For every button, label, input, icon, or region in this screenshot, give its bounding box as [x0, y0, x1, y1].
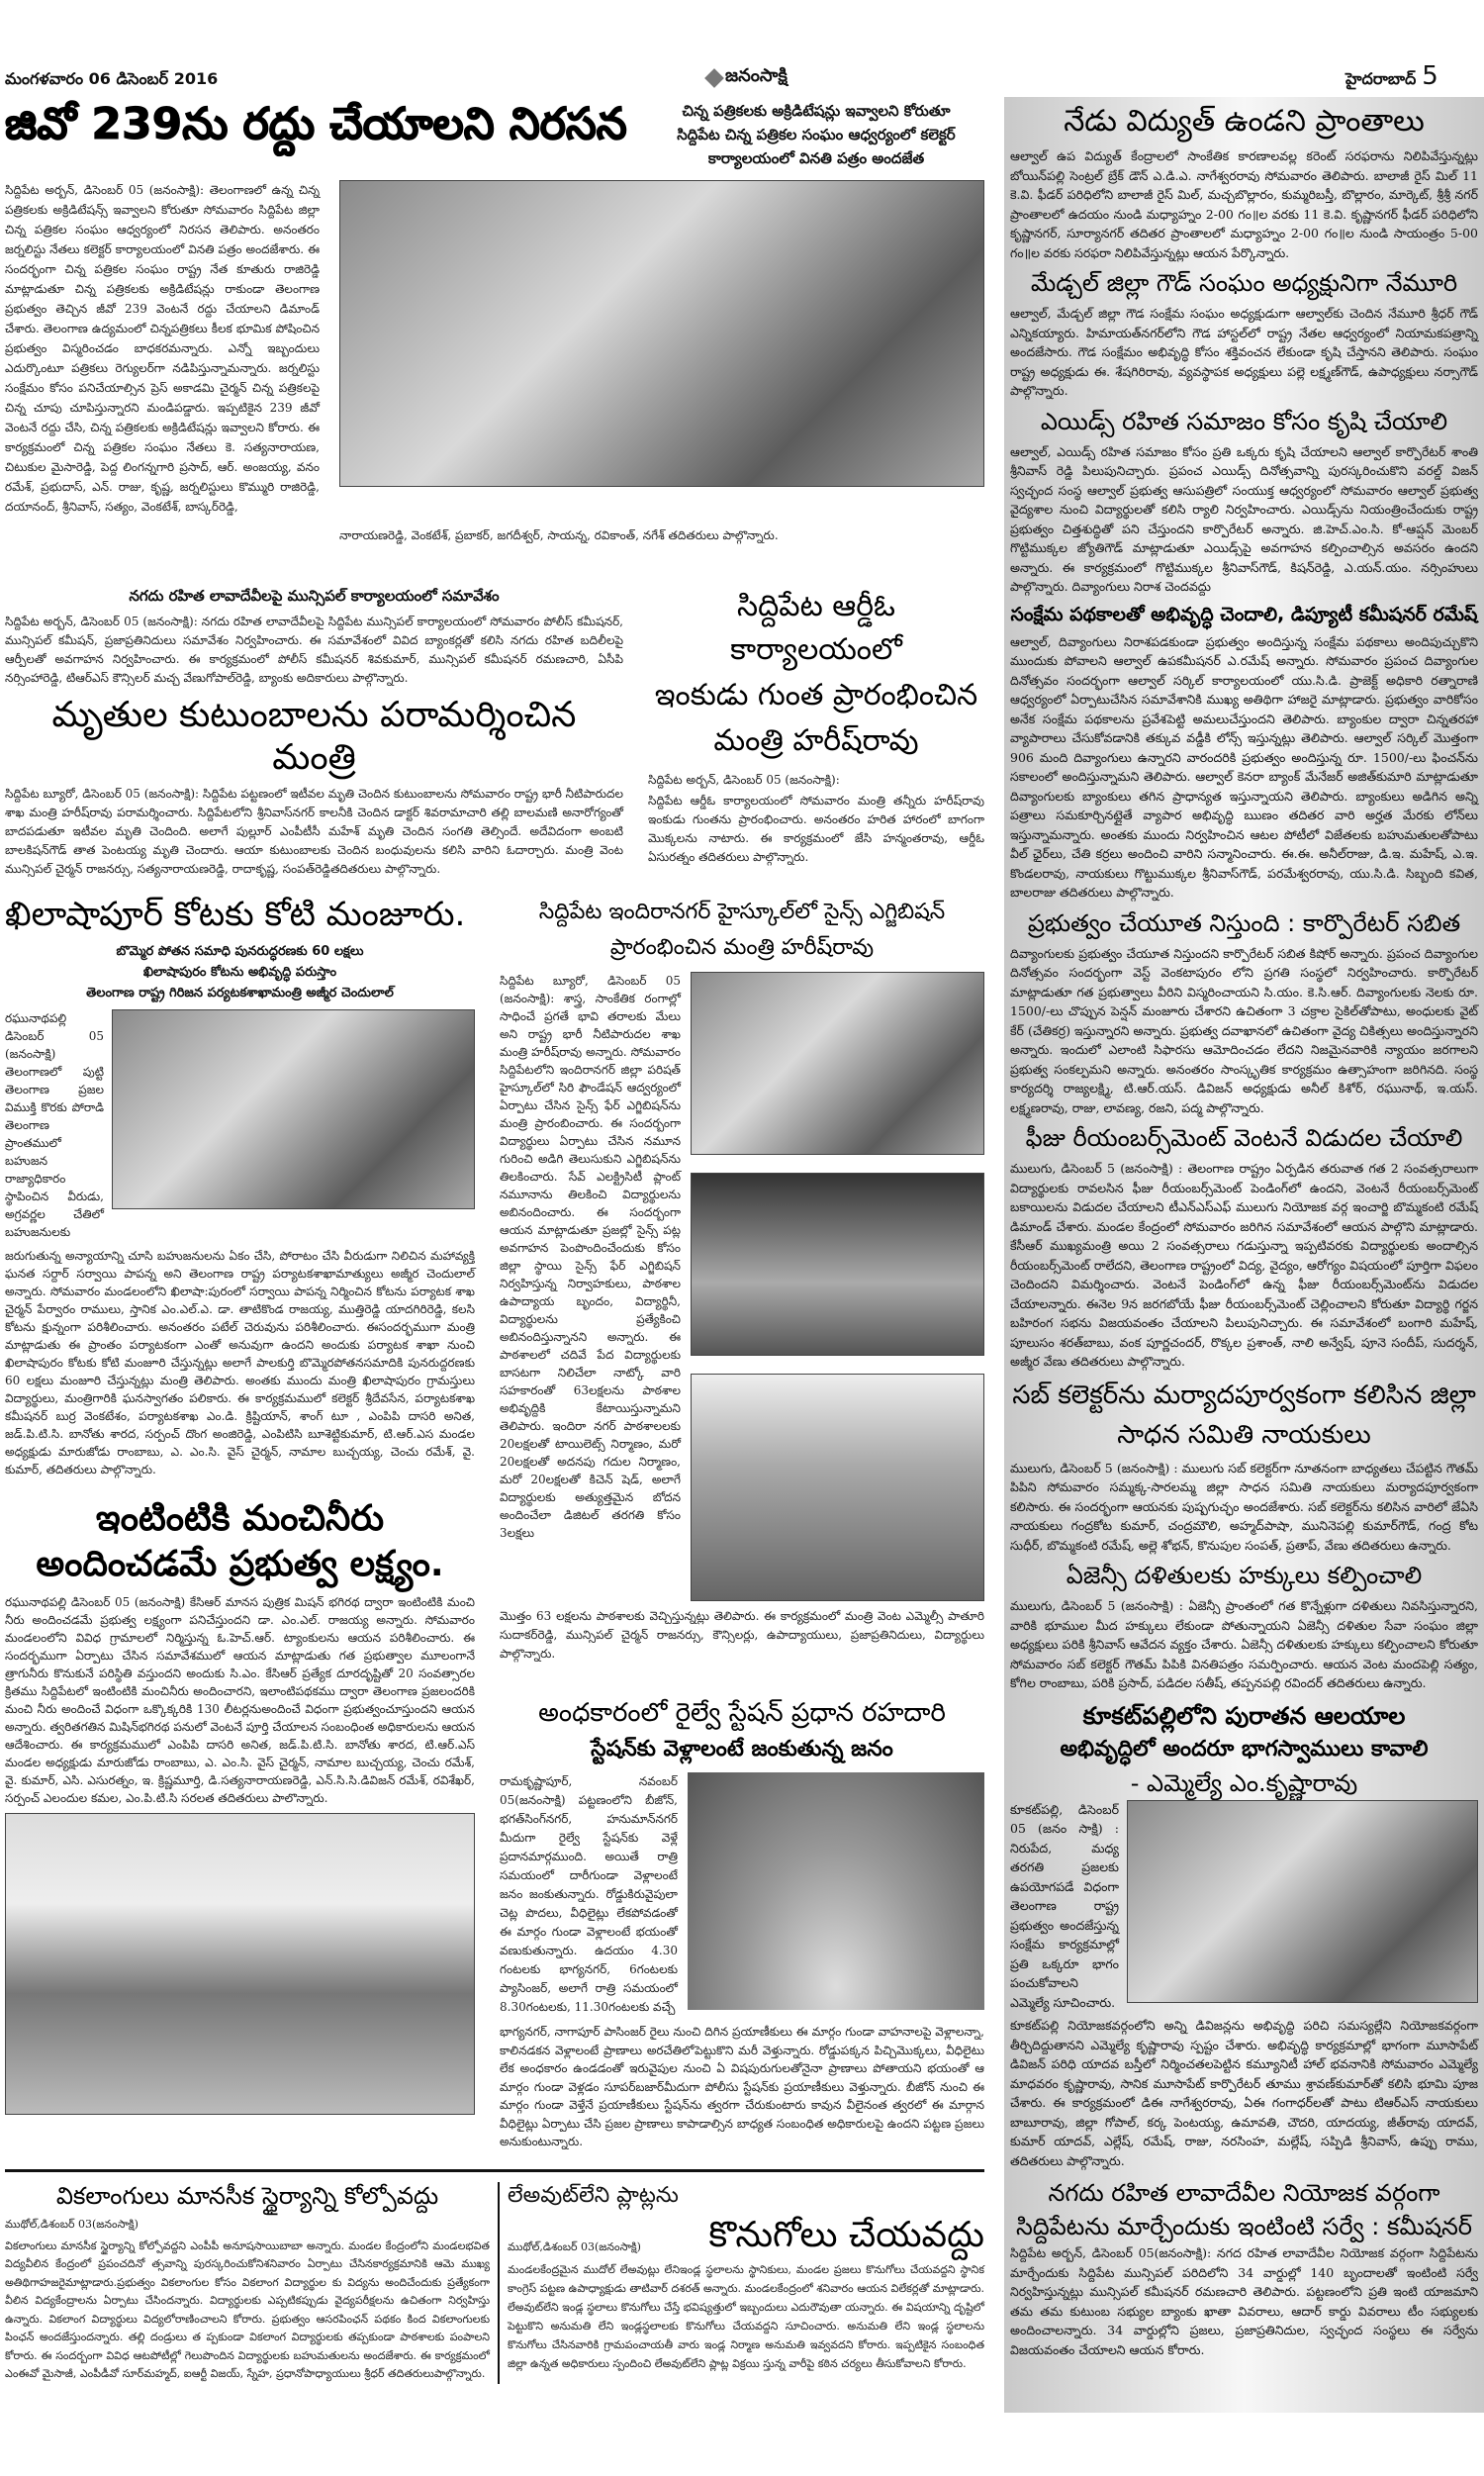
a6-headline-line: అందించడమే ప్రభుత్వ లక్ష్యం.: [36, 1544, 444, 1585]
a9-body: వికలాంగులు మానసీక స్థైర్యాన్ని కోల్పోవద్దని ఎంపీపీ అనూషసాయిబాబా అన్నారు. మండల కేంద్రంలోని మండలభవిత విద్యవీలిన కేంద్రంలో ప్రపంచదినో త్సవాన్ని పురస్కరించుకోనిశనివారం ఏర్పాటు చేసినకార్యక్రమానికి ఆమె ముఖ్య అతిథిగాహజరైమాట్లాడారు.ప్రభుత్వం వికలాంగుల కోసం వికలాంగ విద్యార్థుల కు విద్యను అందిచేందుకు ప్రత్యేకంగా వీలిన విద్యకేంద్రాలను ఏర్పాటు చేసిందన్నారు. విద్యార్థులకు ఎప్పటికప్పుడు వైద్యపరీక్షలను ఉచితంగా నిర్వహిస్తు ఉన్నారు. వికలాంగ విద్యార్థులు విద్యలోరాణించాలని కోరారు. ప్రభుత్వం ఆసరపింఛన్ పథకం కింద వికలాంగులకు పింఛన్ అందజేస్తుందన్నారు. తల్లి దండ్రులు త ప్పకుండా వికలాంగ విద్యార్థులకు తప్పకుండా పాఠశాలకు పంపాలని కోరారు. ఈ సందర్బంగా వివిధ ఆటపోటీల్లో గెలుపొందిన విద్యార్థులకు బహుమతులను అందజేశారు. ఈ కార్యక్రమంలో ఎంఈవో మైసాజీ, ఎంపీడీవో సూర్‌మహ్మద్, ఐఆర్టీ విజయ్, స్నేహ, ప్రధానోపాధ్యాయులు శ్రీధర్ తదితరులుపాల్గొన్నారు.: [5, 2238, 490, 2381]
a7-photo-2: [691, 1173, 984, 1356]
r4-body: ఆల్వాల్, దివ్యాంగులు నిరాశపడకుండా ప్రభుత్వం అందిస్తున్న సంక్షేమ పథకాలు అందిపుచ్చుకొని ముందుకు పోవాలని ఆల్వాల్ ఉపకమీషనర్ ఎ.రమేష్ అన్నారు. సోమవారం ప్రపంచ దివ్యాంగుల దినోత్సవం సందర్భంగా ఆల్వాల్ సర్కిల్ కార్యాలయంలో యు.సి.డి. ప్రాజెక్ట్ అధికారి రత్నారాణి ఆధ్వర్యంలో ఏర్పాటుచేసిన సమావేశానికి ముఖ్య అతిథిగా హాజరై మాట్లాడారు. ప్రభుత్వం వారికోసం అనేక సంక్షేమ పథకాలను ప్రవేశపెట్టి అమలుచేస్తుందని తెలిపారు. బ్యాంకుల ద్వారా చిన్నతరహా వ్యాపారాలు చేసుకోవడానికి తక్కువ వడ్డీకి లోన్స్ ఇస్తున్నట్లు తెలిపారు. ఆల్వాల్ సర్కిల్ మొత్తంగా 906 మంది దివ్యాంగులు ఉన్నారని వారందరికి ప్రభుత్వం అందిస్తున్న రూ. 1500/-లు ఫించన్‌ను సకాలంలో అందిస్తున్నామని తెలిపారు. ఆల్వాల్ కెనరా బ్యాంక్ మేనేజర్ అజిత్‌కుమారి మాట్లాడుతూ దివ్యాంగులకు బ్యాంకులు తగిన ప్రాధాన్యత ఇస్తున్నాయని తెలిపారు. బ్యాంకులు అడిగిన అన్ని పత్రాలు సమకూర్చినట్లైతే వ్యాపార అభివృద్ధి ఋణం తదితర వారి అర్హత మేరకు లోన్‌లు ఇస్తున్నామన్నారు. అంతకు ముందు నిర్వహించిన ఆటల పోటీలో విజేతలకు బహుమతులతోపాటు వీల్ ఛైర్‌లు, చేతి కర్రలు అందించి వారిని సన్మానించారు. ఈ.ఈ. అనీల్‌రాజు, డి.ఇ. మహేష్, ఎ.ఇ. కొండలరావు, నాయకులు గొట్టుముక్కల శ్రీనివాస్‌గౌడ్, పరమేశ్వరరావు, యు.సి.డి. సిబ్బంది కవిత, బాలరాజు తదితరులు పాల్గొన్నారు.: [1010, 633, 1478, 900]
r6-headline: ఫీజు రీయంబర్స్‌మెంట్ వెంటనే విడుదల చేయాలి: [1025, 1124, 1463, 1152]
a1-body: సిద్దిపేట అర్బన్, డిసెంబర్ 05 (జనంసాక్షి): తెలంగాణలో ఉన్న చిన్న పత్రికలకు అక్రిడిటేషన్స్ ఇవ్వాలని కోరుతూ సోమవారం సిద్దిపేట జిల్లా చిన్న పత్రికల సంఘం ఆధ్వర్యంలో నిరసన తెలిపారు. అనంతరం జర్నలిస్టు నేతలు కలెక్టర్ కార్యాలయంలో వినతి పత్రం అందజేశారు. ఈ సందర్భంగా చిన్న పత్రికల సంఘం రాష్ట్ర నేత కూతురు రాజిరెడ్డి మాట్లాడుతూ చిన్న పత్రికలకు అక్రిడిటేషన్లు రాకుండా తెలంగాణ ప్రభుత్వం తెచ్చిన జీవో 239 వెంటనే రద్దు చేయాలని డిమాండ్ చేశారు. తెలంగాణ ఉద్యమంలో చిన్నపత్రికలు కీలక భూమిక పోషించిన ప్రభుత్వం విస్మరించడం బాధకరమన్నారు. ఎన్నో ఇబ్బందులు ఎదుర్కొంటూ పత్రికలు రెగ్యులర్‌గా నడిపిస్తున్నామన్నారు. జర్నలిస్టు సంక్షేమం కోసం పనిచేయాల్సిన ప్రెస్ అకాడమి చైర్మన్ చిన్న పత్రికలపై చిన్న చూపు చూపిస్తున్నారని మండిపడ్డారు. ఇప్పటికైన 239 జీవో వెంటనే రద్దు చేసి, చిన్న పత్రికలకు అక్రిడిటేషన్లు ఇవ్వాలని కోరారు. ఈ కార్యక్రమంలో చిన్న పత్రికల సంఘం నేతలు కె. సత్యనారాయణ, చిటుకుల మైసారెడ్డి, పెద్ద లింగన్నగారి ప్రసాద్, ఆర్. అంజయ్య, వనం రమేశ్, ప్రభుదాస్, ఎన్. రాజు, కృష్ణ, జర్నలిస్టులు కొమ్మురి రాజిరెడ్డి, దయానంద్, శ్రీనివాస్, సత్యం, వెంకటేశ్, బాస్కర్‌రెడ్డి,: [5, 183, 320, 514]
r7-body: ములుగు, డిసెంబర్ 5 (జనంసాక్షి) : ములుగు సబ్ కలెక్టర్‌గా నూతనంగా బాధ్యతలు చేపట్టిన గౌతమ్ పిపిని సోమవారం సమ్మక్క-సారలమ్మ జిల్లా సాధన సమితి నాయకులు మర్యాదపూర్వకంగా కలిసారు. ఈ సందర్భంగా ఆయనకు పుష్పగుచ్ఛం అందజేశారు. సబ్ కలెక్టర్‌ను కలిసిన వారిలో జేఏసి నాయకులు గంద్రకోట కుమార్, చంద్రమౌలి, అహ్మద్‌పాషా, మునినెపల్లి కుమార్‌గౌడ్, గంద్ర కోట సుధీర్, బొమ్మకంటి రమేష్, అల్లె శోభన్, కొనుపుల సంపత్, ప్రతాప్, వేణు తదితరులు ఉన్నారు.: [1010, 1460, 1478, 1553]
r10-headline-line: నగదు రహిత లావాదేవీల నియోజక వర్గంగా: [1048, 2179, 1440, 2207]
a4-dateline: సిద్దిపేట అర్బన్, డిసెంబర్ 05 (జనంసాక్షి):: [648, 773, 840, 787]
a5-subheads: [5, 941, 475, 1003]
r10-headline-line: సిద్దిపేటను మార్చేందుకు ఇంటింటి సర్వే : కమీషనర్: [1015, 2213, 1473, 2240]
a1-head-row: [5, 99, 984, 170]
r9-body: కూకట్‌పల్లి నియోజకవర్గంలోని అన్ని డివిజన్లను అభివృద్ధి పరిచి సమస్యల్లేని నియోజకవర్గంగా తీర్చిదిద్దుతానని ఎమ్మెల్యే కృష్ణారావు స్పష్టం చేశారు. అభివృద్ధి కార్యక్రమాల్లో భాగంగా మూసాపేట్ డివిజన్ పరిధి యాదవ బస్తీలో నిర్మించతలపెట్టిన కమ్యూనిటీ హాల్ భవనానికి సోమవారం ఎమ్మెల్యే మాధవరం కృష్ణారావు, సానిక మూసాపేట్ కార్పొరేటర్ తూము శ్రావణ్‌కుమార్‌తో కలిసి భూమి పూజ చేశారు. ఈ కార్యక్రమంలో డిఈ నాగేశ్వరరావు, ఏఈ గంగాధర్‌లతో పాటు టిఆర్ఎస్ నాయకులు బాబూరావు, జిల్లా గోపాల్, కర్క పెంటయ్య, ఉమావతి, చౌదరి, యాదయ్య, జీత్‌రావు యాదవ్, కుమార్ యాదవ్, ఎల్లేష్, రమేష్, రాజు, నరసింహ, మల్లేష్, సప్పిడి శ్రీనివాస్, ఉప్పు రాము, తదితరులు పాల్గొన్నారు.: [1010, 2018, 1478, 2168]
a8-headline-line: అంధకారంలో రైల్వే స్టేషన్ ప్రధాన రహదారి: [538, 1698, 946, 1729]
section-divider: [5, 2169, 984, 2172]
a9-col: [5, 2182, 490, 2384]
r3-body: ఆల్వాల్, ఎయిడ్స్ రహిత సమాజం కోసం ప్రతి ఒక్కరు కృషి చేయాలని ఆల్వాల్ కార్పొరేటర్ శాంతి శ్రీనివాస్ రెడ్డి పిలుపునిచ్చారు. ప్రపంచ ఎయిడ్స్ దినోత్సవాన్ని పురస్కరించుకొని వరల్డ్ విజన్ స్వచ్ఛంద సంస్థ ఆల్వాల్ ప్రభుత్వ ఆసుపత్రిలో సంయుక్త ఆధ్వర్యంలో సోమవారం ఆల్వాల్ ప్రభుత్వ వైద్యశాల నుంచి విద్యార్థులతో కలిసి ర్యాలి నిర్వహించారు. ఎయిడ్స్‌ను నియంత్రించేందుకు రాష్ట్ర ప్రభుత్వం చిత్తశుద్ధితో పని చేస్తుందని కార్పొరేటర్ అన్నారు. జి.హెచ్.ఎం.సి. కో-ఆప్షన్ మెంబర్ గొట్టిముక్కల జ్యోతిగౌడ్ మాట్లాడుతూ ఎయిడ్స్‌పై అవగాహన కల్పించాల్సిన అవసరం ఉందని అన్నారు. ఈ కార్యక్రమంలో గొట్టిముక్కల శ్రీనివాస్‌గౌడ్, కిషన్‌రెడ్డి, ఎ.యన్.యం. నర్సింహులు పాల్గొన్నారు. దివ్యాంగులు నిరాశ చెందవద్దు: [1010, 443, 1478, 594]
r5-body: దివ్యాంగులకు ప్రభుత్వం చేయూత నిస్తుందని కార్పొరేటర్ సబిత కిషోర్ అన్నారు. ప్రపంచ దివ్యాంగుల దినోత్సవం సందర్భంగా వెస్ట్ వెంకటాపురం లోని ప్రగతి సంస్థలో నిర్వహించారు. కార్పొరేటర్ మాట్లాడుతూ గత ప్రభుత్వాలు వీరిని విస్మరించాయని సి.యం. కె.సి.ఆర్. దివ్యాంగులకు నెలకు రూ. 1500/-లు చొప్పున పెన్షన్ మంజూరు చేశారని ఉచితంగా 3 చక్రాల సైకిల్‌తోపాటు, అంధులకు వైట్ కేర్ (చేతికర్ర) ఇస్తున్నారని అన్నారు. ప్రభుత్వ దవాఖానలో ఉచితంగా వైద్య చికిత్సలు అందిస్తున్నారని అన్నారు. ఇందులో ఎలాంటి సిఫారసు ఆమోదించడం లేదని నిజమైనవారికి న్యాయం జరగాలని ప్రభుత్వ సంకల్పమని అన్నారు. అనంతరం సాంస్కృతిక కార్యక్రమం ఉత్సాహంగా జరిగినది. సంస్థ కార్యదర్శి రాజ్యలక్ష్మి, టి.ఆర్.యస్. డివిజన్ అధ్యక్షుడు అనీల్ కిశోర్, రఘునాథ్, ఇ.యస్. లక్ష్మణరావు, రాజు, లావణ్య, రజని, పద్మ పాల్గొన్నారు.: [1010, 945, 1478, 1115]
a9-headline: వికలాంగులు మానసీక స్థైర్యాన్ని కోల్పోవద్దు: [55, 2181, 439, 2210]
column-divider: [498, 2182, 500, 2384]
a10-headline: కొనుగోలు చేయవద్దు: [708, 2214, 984, 2255]
r9-headline: [1004, 1693, 1484, 1800]
r10-headline: [1004, 2170, 1484, 2243]
a5-a6-col: [5, 895, 475, 2115]
a10-col: [508, 2182, 984, 2384]
a4-headline-line: ఇంకుడు గుంత ప్రారంభించిన: [654, 678, 978, 713]
a8-body: రామకృష్ణాపూర్, నవంబర్ 05(జనంసాక్షి) పట్టణంలోని బీజోన్, భగత్‌సింగ్‌నగర్, హనుమాన్‌నగర్ మీదుగా రైల్వే స్టేషన్‌కు వెళ్లే ప్రదానమార్గముంది. అయితే రాత్రి సమయంలో దారీగుండా వెళ్లాలంటే జనం జంకుతున్నారు. రోడ్డుకిరువైపులా చెట్ల పొదలు, వీధిలైట్లు లేకపోవడంతో ఈ మార్గం గుండా వెళ్లాలంటే భయంతో వణుకుతున్నారు. ఉదయం 4.30 గంటలకు భాగ్యనగర్, 6గంటలకు ప్యాసింజర్, అలాగే రాత్రి సమయంలో 8.30గంటలకు, 11.30గంటలకు వచ్చే: [500, 1774, 678, 2015]
a5-sub: తెలంగాణ రాష్ట్ర గిరిజన పర్యటకశాఖామంత్రి అజ్మీర చెందులాల్: [86, 986, 394, 1001]
a5-lead: రఘునాథపల్లి డిసెంబర్ 05 (జనంసాక్షి) తెలంగాణలో పుట్టి తెలంగాణ ప్రజల విముక్తి కొరకు పోరాడి తెలంగాణ ప్రాంతములో బహుజన రాజ్యాధికారం స్థాపించిన వీరుడు, అగ్రవర్ణల చేతిలో బహుజనులకు: [5, 1011, 104, 1240]
a9-dateline: ముథోల్,డిశంబర్ 03(జనంసాక్షి): [5, 2217, 139, 2231]
a10-body: మండలకేంద్రమైన ముదోల్ లేఅవుట్లు లేనిఇండ్ల స్థలాలను స్థానికులు, మండల ప్రజలు కొనుగోలు చేయవద్దని స్థానిక కాంగ్రెస్ పట్టణ ఉపాధ్యాక్షుడు తాటివార్ దశరత్ అన్నారు. మండలకేంద్రంలో శనివారం ఆయన విలేకర్లతో మాట్లాడారు. లేఅవుట్‌లేని ఇండ్ల స్థలాలు కొనుగోలు చేస్తే భవిష్యత్తులో ఇబ్బందులు ఎదురౌవుతా యన్నారు. ఈ విషయాన్ని దృష్టిలో పెట్టుకొని అనుమతి లేని ఇండ్లస్థలాలకు కొనుగోలు చేయవద్దని సూచించారు. అనుమతి లేని ఇండ్ల స్థలాలను కొనుగోలు చేసినవారికి గ్రామపంచాయతీ వారు ఇండ్ల నిర్మాణ అనుమతి ఇవ్వవదని కోరారు. ఇప్పటికైన సంబంధిత జిల్లా ఉన్నత అధికారులు స్పందించి లేఅవుట్‌లేని ప్లాట్ల విక్రయి స్తున్న వారీపై కఠిన చర్యలు తీసుకోవాలని కోరారు.: [508, 2263, 984, 2371]
masthead-date: మంగళవారం 06 డిసెంబర్ 2016: [5, 69, 219, 88]
a5-lead-row: [5, 1009, 475, 1241]
a7-a8-col: [500, 895, 984, 2151]
a5-a8-row: [5, 895, 984, 2151]
a3-headline: మృతుల కుటుంబాలను పరామర్శించిన మంత్రి: [51, 695, 577, 779]
r1-body: ఆల్వాల్ ఉప విద్యుత్ కేంద్రాలలో సాంకేతిక కారణాలవల్ల కరెంట్ సరఫరాను నిలిపివేస్తున్నట్లు బోయిన్‌పల్లి సెంట్రల్ బ్రేక్ డౌన్ ఎ.డి.ఎ. నాగేశ్వరరావు సోమవారం తెలిపారు. బాలాజీ రైస్ మిల్ 11 కె.వి. ఫీడర్ పరిధిలోని బాలాజీ రైస్ మిల్, మచ్చబొల్లారం, కుమ్మరిబస్తీ, బొల్లారం, మార్కెట్, శ్రీశ్రీ నగర్ ప్రాంతాలలో ఉదయం నుండి మధ్యాహ్నం 2-00 గం॥ల వరకు 11 కె.వి. కృష్ణానగర్ ఫీడర్ పరిధిలోని కృష్ణానగర్, సూర్యానగర్ తదితర ప్రాంతాలలో మధ్యాహ్నం 2-00 గం॥ల నుండి సాయంత్రం 5-00 గం॥ల వరకు సరఫరా నిలిపివేస్తున్నట్లు ఆయన పేర్కొన్నారు.: [1010, 148, 1478, 260]
a6-photo: [5, 1813, 475, 2115]
a3-body: సిద్దిపేట బ్యూరో, డిసెంబర్ 05 (జనంసాక్షి): సిద్దిపేట పట్టణంలో ఇటీవల మృతి చెందిన కుటుంబాలను సోమవారం రాష్ట్ర భారీ నీటిపారుదల శాఖ మంత్రి హరీష్‌రావు పరామర్శించారు. సిద్దిపేటలోని శ్రీనివాస్‌నగర్ కాలనీకి చెందిన డాక్టర్ శివరామాచారి తల్లి బాలమణి అనారోగ్యంతో బాదపడుతూ ఇటీవల మృతి చెందింది. అలాగే పుల్లూర్ ఎంపీటీసీ మహేశ్ మృతి చెందిన సంగతి తెల్సిందే. అదేవిదంగా అంబటి బాలకిషన్‌గౌడ్ తాత పెంటయ్య మృతి చెందారు. ఆయా కుటుంబాలకు చెందిన బంధువులను కలిసి వారిని ఓదార్చారు. మంత్రి వెంట మున్సిపల్ చైర్మన్ రాజనర్సు, సత్యనారాయణరెడ్డి, రాదాకృష్ణ, సంపత్‌రెడ్డితదితరులు పాల్గొన్నారు.: [5, 787, 623, 877]
a6-headline-line: ఇంటింటికి మంచినీరు: [95, 1498, 385, 1540]
a1-body-row: [5, 180, 984, 517]
a5-headline: ఖిలాషాపూర్ కోటకు కోటి మంజూరు.: [5, 895, 466, 935]
a10-head-row: [508, 2214, 984, 2256]
a5-body: జరుగుతున్న అన్యాయాన్ని చూసి బహుజనులను ఏకం చేసి, పోరాటం చేసి వీరుడుగా నిలిచిన మహావ్యక్తి ఘనత సర్దార్ సర్వాయి పాపన్న అని తెలంగాణ రాష్ట్ర పర్యాటకశాఖామాత్యులు అజ్మీర చెందులాల్ అన్నారు. సోమవారం మండలంలోని ఖిలాషా:పురంలో సర్వాయి పాపన్న నిర్మించిన కోటను పర్యాటక శాఖ చైర్మన్ పేర్వారం రాములు, స్తానిక ఎం.ఎల్.ఎ. డా. తాటికొండ రాజయ్య, ముత్తిరెడ్డి యాదగిరిరెడ్డి, కలసి కోటను క్షున్నంగా పరిశీలించారు. అనంతరం పటేల్ చెరువును పరిశీలించారు. ఈసందర్భముగా మంత్రి మాట్లాడుతు ఈ ప్రాంతం పర్యాటకంగా ఎంతో అనువుగా ఉందని అందుకు పర్యాటక శాఖా నుంచి ఖిలాషాపురం కోటకు కోటి మంజూరి చేస్తున్నట్లు అలాగే పాలకుర్తి బొమ్మెరపోతనసమాదికి పునరుద్దరణకు 60 లక్షలు మంజూరి చేస్తున్నట్లు మంత్రి తెలిపారు. అంతకు ముందు మంత్రి ఖిలాషాపురం గ్రామస్తులు విద్యార్థులు, మంత్రిగారికి ఘనస్వాగతం పలికారు. ఈ కార్యక్రమములో కలెక్టర్ శ్రీదేవసేన, పర్యాటకశాఖ కమీషనర్ బుర్ర వెంకటేశం, పర్యాటకశాఖ ఎం.డి. క్రిష్టియాన్, శాంగ్ టూ , ఎంపిపి దాసరి అనిత, జడ్.పి.టి.సి. బానోతు శారద, సర్పంచ్ దొంగ అంజిరెడ్డి, ఎంపిటిసి బూశెట్టికుమార్, టి.ఆర్.ఎస మండల అధ్యక్షుడు మారుజోడు రాంబాబు, ఎ. ఎం.సి. వైస్ చైర్మన్, నామాల బుచ్చయ్య, చెంచు రమేశ్, వై. కుమార్, తదితరులు పాల్గొన్నారు.: [5, 1249, 475, 1477]
a8-headline-line: స్టేషన్‌కు వెళ్లాలంటే జంకుతున్న జనం: [591, 1737, 893, 1762]
r9-byline: - ఎమ్మెల్యే ఎం.కృష్ణారావు: [1130, 1768, 1358, 1797]
r3-headline: ఎయిడ్స్ రహిత సమాజం కోసం కృషి చేయాలి: [1040, 407, 1448, 435]
r6-body: ములుగు, డిసెంబర్ 5 (జనంసాక్షి) : తెలంగాణ రాష్ట్రం ఏర్పడిన తరువాత గత 2 సంవత్సరాలుగా విద్యార్థులకు రావలసిన ఫీజు రీయంబర్స్‌మెంట్ పెండింగ్‌లో ఉందని, వెంటనే రీయంబర్స్‌మెంట్ బకాయిలను విడుదల చేయాలని టీఎన్ఎస్ఎఫ్ ములుగు నియోజక వర్గ ఇంచార్జి బొమ్మకంటి రమేష్ డిమాండ్ చేశారు. మండల కేంద్రంలో సోమవారం జరిగిన సమావేశంలో ఆయన పాల్గొని మాట్లాడారు. కేసీఆర్ ముఖ్యమంత్రి అయి 2 సంవత్సరాలు గడుస్తున్నా ఇప్పటివరకు విద్యార్థులకు అందాల్సిన రీయంబర్స్‌మెంట్ రాలేదని, తెలంగాణ రాష్ట్రంలో విద్య, వైద్యం, ఆరోగ్యం విషయంలో పూర్తిగా విఫలం చెందిందని విమర్శించారు. వెంటనే పెండింగ్‌లో ఉన్న ఫీజు రీయంబర్స్‌మెంట్‌ను విడుదల చేయాలన్నారు. ఈనెల 9న జరగబోయే ఫీజు రీయంబర్స్‌మెంట్ చెల్లించాలని కోరుతూ విద్యార్థి గర్జన బహిరంగ సభను విజయవంతం చేయాలని పిలుపునిచ్చారు. ఈ సమావేశంలో బంగారి మహేష్, పూలుసం శరత్‌బాబు, వంక పూర్ణచందర్, రొక్కల ప్రశాంత్, నాలి అన్వేష్, పూనె సందీప్, సుదర్శన్, అజ్మీర వేణు తదితరులు పాల్గొన్నారు.: [1010, 1161, 1478, 1369]
a5-sub: ఖిలాషాపురం కోటను అభివృద్ధి పరుస్తాం: [142, 965, 337, 981]
r9-headline-line: కూకట్‌పల్లిలోని పురాతన ఆలయాల: [1082, 1701, 1406, 1730]
a7-body: సిద్దిపేట బ్యూరో, డిసెంబర్ 05 (జనంసాక్షి): శాస్త్ర, సాంకేతిక రంగాల్లో సాధించే ప్రగతే భావి తరాలకు మేలు అని రాష్ట్ర భారీ నీటిపారుదల శాఖ మంత్రి హరీష్‌రావు అన్నారు. సోమవారం సిద్దిపేటలోని ఇందిరానగర్ జిల్లా పరిషత్ హైస్కూల్‌లో సిరి ఫౌండేషన్ ఆద్వర్యంలో ఏర్పాటు చేసిన సైన్స్ ఫేర్ ఎగ్జిబిషన్‌ను మంత్రి ప్రారంబించారు. ఈ సందర్బంగా విద్యార్థులు ఏర్పాటు చేసిన నమూన గురించి అడిగి తెలుసుకుని ఎగ్జిబిషన్‌ను తిలకించారు. సేవ్ ఎలక్ట్రిసిటీ ప్లాంట్ నమూనాను తిలకించి విద్యార్థులను అబినందించారు. ఈ సందర్బంగా ఆయన మాట్లాడుతూ ప్రజల్లో సైన్స్ పట్ల అవగాహన పెంపొందించేందుకు కోసం జిల్లా స్థాయి సైన్స్ ఫేర్ ఎగ్జిబిషన్ నిర్వహిస్తున్న నిర్వాహకులు, పాఠశాల ఉపాద్యాయ బృందం, విద్యార్థినీ, విద్యార్థులను ప్రత్యేకించి అబినందిస్తున్నానని అన్నారు. ఈ పాఠశాలలో చదివే పేద విద్యార్థులకు బాసటగా నిలిచేలా నాట్కో వారి సహకారంతో 63లక్షలను పాఠశాల అభివృద్దికి కేటాయిస్తున్నామని తెలిపారు. ఇందిరా నగర్ పాఠశాలలకు 20లక్షలతో టాయిలెట్స్ నిర్మాణం, మరో 20లక్షలతో అదనపు గదుల నిర్మాణం, మరో 20లక్షలతో కిచెన్ షెడ్, అలాగే విద్యార్థులకు అత్యుత్తమైన బోదన అందించేలా డిజిటల్ తరగతి కోసం 3లక్షలు: [500, 974, 681, 1541]
r2-body: ఆల్వాల్, మేడ్చల్ జిల్లా గౌడ సంక్షేమ సంఘం అధ్యక్షుడుగా ఆల్వాల్‌కు చెందిన నేమూరి శ్రీధర్ గౌడ్ ఎన్నికయ్యారు. హిమాయత్‌నగర్‌లోని గౌడ హాస్టల్‌లో రాష్ట్ర నేతల ఆధ్వర్యంలో నియామకపత్రాన్ని అందజేసారు. గౌడ సంక్షేమం అభివృద్ధి కోసం శక్తివంచన లేకుండా కృషి చేస్తానని తెలిపారు. సంఘం రాష్ట్ర అధ్యక్షుడు ఈ. శేషగిరిరావు, వ్యవస్థాపక అధ్యక్షులు పల్లె లక్ష్మణ్‌గౌడ్, ఉపాధ్యక్షులు నర్సాగౌడ్ పాల్గొన్నారు.: [1010, 306, 1478, 398]
page-number: 5: [1422, 61, 1438, 91]
masthead-city: [1345, 61, 1438, 92]
a7-photos: [691, 972, 984, 1601]
a4-col: [648, 585, 984, 867]
paper-name: జనంసాక్షి: [725, 65, 788, 86]
a2-headline: నగదు రహిత లావాదేవీలపై మున్సిపల్ కార్యాలయంలో సమావేశం: [129, 587, 500, 605]
a7-tail: మొత్తం 63 లక్షలను పాఠశాలకు వెచ్చిస్తున్నట్లు తెలిపారు. ఈ కార్యక్రమంలో మంత్రి వెంట ఎమ్మెల్సీ పాతూరి సుదాకర్‌రెడ్డి, మున్సిపల్ చైర్మన్ రాజనర్సు, కౌన్సిలర్లు, ఉపాద్యాయులు, ప్రజాప్రతినిదులు, విద్యార్థులు పాల్గొన్నారు.: [500, 1609, 984, 1662]
r10-body: సిద్దిపేట అర్బన్, డిసెంబర్ 05(జనంసాక్షి): నగద రహిత లావాదేవీల నియోజక వర్గంగా సిద్దిపేటను మార్చేందుకు సిద్దిపేట మున్సిపల్ పరిదిలోని 34 వార్డుల్లో 140 బృందాలతో ఇంటింటి సర్వే నిర్వహిస్తున్నట్లు మున్సిపల్ కమీషనర్ రమణచారి తెలిపారు. పట్టణంలోని ప్రతి ఇంటి యాజమాని తమ తమ కుటుంబ సభ్యుల బ్యాంకు ఖాతా వివరాలు, ఆదార్ కార్డు వివరాలు టీం సభ్యులకు అందించాలన్నారు. 34 వార్డుల్లోని ప్రజలు, ప్రజాప్రతినిదుల, స్వచ్ఛంద సంస్థలు ఈ సర్వేను విజయవంతం చేయాలని ఆయన కోరారు.: [1010, 2245, 1478, 2357]
a1-photo: [339, 180, 984, 487]
r9-headline-line: అభివృద్ధిలో అందరూ భాగస్వాములు కావాలి: [1060, 1736, 1429, 1762]
a5-sub: బొమ్మెర పోతన సమాధి పునరుద్ధరణకు 60 లక్షలు: [116, 944, 364, 960]
a4-headline-line: మంత్రి హరీష్‌రావు: [713, 723, 919, 758]
a1-sub: సిద్దిపేట చిన్న పత్రికల సంఘం ఆధ్వర్యంలో కలెక్టర్: [677, 126, 956, 143]
logo-icon: [704, 68, 724, 88]
a10-kicker: లేఅవుట్‌లేని ప్లాట్లను: [508, 2182, 679, 2208]
a7-headline-line: ప్రారంభించిన మంత్రి హరీష్‌రావు: [609, 935, 875, 961]
a1-subheads: [648, 99, 984, 170]
r4-headline: సంక్షేమ పథకాలతో అభివృద్ధి చెందాలి, డిప్యూటీ కమీషనర్ రమేష్: [1010, 603, 1478, 625]
a8-photo: [688, 1772, 984, 2010]
a7-body-row: [500, 972, 984, 1601]
a4-body: సిద్దిపేట ఆర్డీఓ కార్యాలయంలో సోమవారం మంత్రి తన్నీరు హరీష్‌రావు ఇంకుడు గుంతను ప్రారంభించారు. అనంతరం హరిత హారంలో బాగంగా మొక్కలను నాటారు. ఈ కార్యక్రమంలో జేసి హన్మంతరావు, ఆర్డీఓ ఏసురత్నం తదితరులు పాల్గొన్నారు.: [648, 794, 984, 864]
a7-photo-3: [691, 1374, 984, 1601]
a8-body-row: [500, 1772, 984, 2017]
a1-headline: జివో 239ను రద్దు చేయాలని నిరసన: [5, 99, 627, 149]
a8-tail: భాగ్యనగర్, నాగాపూర్ పాసింజర్ రైలు నుంచి దిగిన ప్రయాణీకులు ఈ మార్గం గుండా వాహనాలపై వెళ్లాలన్నా, కాలినడకన వెళ్లాలంటే ప్రాణాలు అరచేతిలోపెట్టుకొని మరీ వెళ్తున్నారు. రోడ్డుపక్కన పిచ్చిమొక్కలు, వీధిలైటు లేక అంధకారం ఉండడంతో ఇరువైపుల నుంచి ఏ విషపురుగులతోనైనా ప్రాణాలు పోతాయని భయంతో ఆ మార్గం గుండా వెళ్లడం సూపర్‌బజార్‌మీదుగా పోలీసు స్టేషన్‌కు ప్రయాణీకులు వెళ్తున్నారు. బీజోన్ నుంచి ఈ మార్గం గుండా వెళ్తేనే ప్రయాణీకులు స్టేషన్‌ను త్వరగా చేరుకుంటారు కావున వీలైనంత త్వరలో ఈ మార్గాన వీధిలైట్లు ఏర్పాటు చేసి ప్రజల ప్రాణాలు కాపాడాల్సిన బాధ్యత సంబంధిత అధికారులపై ఉందని పట్టణ ప్రజలు అనుకుంటున్నారు.: [500, 2025, 984, 2149]
a8-headline: [500, 1693, 984, 1766]
a1-caption: నారాయణరెడ్డి, వెంకటేశ్, ప్రబాకర్, జగదీశ్వర్, సాయన్న, రవికాంత్, నగేశ్ తదితరులు పాల్గొన్నారు.: [339, 528, 779, 542]
a5-photo: [112, 1009, 475, 1209]
r2-headline: మేడ్చల్ జిల్లా గౌడ్ సంఘం అధ్యక్షునిగా నేమూరి: [1030, 269, 1458, 297]
bottom-row: [5, 2182, 984, 2384]
a2-a3-col: [5, 585, 623, 879]
r9-photo: [1127, 1800, 1478, 2003]
r5-headline: ప్రభుత్వం చేయూత నిస్తుంది : కార్పొరేటర్ సబిత: [1027, 908, 1461, 937]
a1-sub: కార్యాలయంలో వినతి పత్రం అందజేత: [707, 149, 925, 167]
r8-body: ములుగు, డిసెంబర్ 5 (జనంసాక్షి) : ఏజెన్సీ ప్రాంతంలో గత కొన్నేళ్లుగా దళితులు నివసిస్తున్నారని, వారికి భూముల మీద హక్కులు లేకుండా పోతున్నాయని ఏజెన్సీ దళితుల సేవా సంఘం జిల్లా అధ్యక్షులు పరికి శ్రీనివాస్ ఆవేదన వ్యక్తం చేశారు. ఏజెన్సీ దళితులకు హక్కులు కల్పించాలని కోరుతూ సోమవారం సబ్ కలెక్టర్ గౌతమ్ పిపికి వినతిపత్రం సమర్పించారు. ఆయన వెంట మందపెల్లి సత్యం, కోగిల రాంబాబు, పరికి ప్రసాద్, పడిదల సతీష్, తప్పనపల్లి రవిందర్ తదితరులు ఉన్నారు.: [1010, 1598, 1478, 1690]
r1-headline: నేడు విద్యుత్ ఉండని ప్రాంతాలు: [1064, 104, 1425, 139]
a1-sub: చిన్న పత్రికలకు అక్రిడిటేషన్లు ఇవ్వాలని కోరుతూ: [682, 102, 951, 120]
a7-headline-line: సిద్దిపేట ఇందిరానగర్ హైస్కూల్‌లో సైన్స్ ఎగ్జిబిషన్: [538, 900, 946, 925]
a7-photo-1: [691, 972, 984, 1155]
r8-headline: ఏజెన్సీ దళితులకు హక్కులు కల్పించాలి: [1066, 1562, 1423, 1589]
left-area: [5, 99, 984, 2384]
a6-headline: [5, 1496, 475, 1587]
a2-a4-row: [5, 585, 984, 879]
r9-lead: కూకట్‌పల్లి, డిసెంబర్ 05 (జనం సాక్షి) : నిరుపేద, మధ్య తరగతి ప్రజలకు ఉపయోగపడే విధంగా తెలంగాణ రాష్ట్ర ప్రభుత్వం అందజేస్తున్న సంక్షేమ కార్యక్రమాల్లో ప్రతి ఒక్కరూ భాగం పంచుకోవాలని ఎమ్మెల్యే సూచించారు.: [1010, 1801, 1119, 2010]
a7-headline: [500, 895, 984, 966]
right-column: [1004, 97, 1484, 2413]
a6-body: రఘునాథపల్లి డిసెంబర్ 05 (జనంసాక్షి) కేసిఆర్ మానస పుత్రిక మిషన్ భగిరథ ద్వారా ఇంటింటికి మంచి నీరు అందించడమే ప్రభుత్వ లక్ష్యంగా పనిచేస్తుందని డా. ఎం.ఎల్. రాజయ్య అన్నారు. సోమవారం మండలంలోని వివిధ గ్రామాలలో నిర్మిస్తున్న ఓ.హెచ్.ఆర్. ట్యాంకులను ఆయన పరిశీలించారు. ఈ సందర్భముగా ఏర్పాటు చేసిన సమావేశములో ఆయన మాట్లాడుతు గత ప్రభుత్వాల మూలంగానే త్రాగునీరు కొనుకునే పరిస్థితి వస్తుందని అందుకు సి.ఎం. కేసిఆర్ ప్రత్యేక దూరదృష్టితో 20 సంవత్సారల క్రితము సిద్దిపేటలో ఇంటింటికి మంచినీరు అందించారని, ఇలాంటిపథకము ద్వారా తెలంగాణ ప్రజలందరికి మంచి నీరు అందించే విధంగా ఒక్కొక్కరికి 130 లీటర్లనుఅందించే విధంగా ప్రభుత్వంచూస్తుందని ఆయన అన్నారు. త్వరితగతిన మిషిన్‌భగిరథ పనులో వెంటనే పూర్తి చేయాలన సంబంధింత అధికారులను ఆయన ఆదేశించారు. ఈ కార్యక్రమములో ఎంపిపి దాసరి అనిత, జడ్.పి.టి.సి. బానోతు శారద, టి.ఆర్.ఎస్ మండల అధ్యక్షుడు మారుజోడు రాంబాబు, ఎ. ఎం.సి. వైస్ చైర్మన్, నామాల బుచ్చయ్య, చెంచు రమేశ్, వై. కుమార్, ఎసి. ఎసురత్నం, ఇ. క్రిష్ణమూర్తి, డి.సత్యనారాయణరెడ్డి, ఎన్.సి.సి.డివిజన్ రమేశ్, రవిశేఖర్, సర్పంచ్ ఎలందుల కమల, ఎం.పి.టి.సి సరలత తదితరులు పాలొన్నారు.: [5, 1595, 475, 1806]
a10-dateline: ముథోల్,డిశంబర్ 03(జనంసాక్షి): [508, 2240, 641, 2254]
r9-lead-row: [1004, 1800, 1484, 2013]
r7-headline: సబ్ కలెక్టర్‌ను మర్యాదపూర్వకంగా కలిసిన జిల్లా సాధన సమితి నాయకులు: [1012, 1380, 1476, 1450]
a4-headline-line: సిద్దిపేట ఆర్డీఓ కార్యాలయంలో: [730, 589, 902, 667]
a2-body: సిద్దిపేట అర్బన్, డిసెంబర్ 05 (జనంసాక్షి): నగదు రహిత లావాదేవీలపై సిద్దిపేట మున్సిపల్ కార్యాలయంలో సోమవారం పోలీస్ కమీషనర్, మున్సిపల్ కమీషన్, ప్రజాప్రతినిదులు సమావేశం నిర్వహించారు. ఈ సమావేశంలో వివిద బ్యాంకర్లతో కలిసి నగదు రహిత బదిలీలపై ఆర్పీలతో అవగాహన నిర్వహించారు. ఈ కార్యక్రమంలో పోలీస్ కమీషనర్ శివకుమార్, మున్సిపల్ కమీషనర్ రమణచారి, ఏసీపి నర్సింహారెడ్డి, టిఆర్ఎస్ కౌన్సిలర్ మచ్చ వేణుగోపాల్‌రెడ్డి, బ్యాంకు అదికారులు పాల్గొన్నారు.: [5, 615, 623, 685]
city-name: హైదరాబాద్: [1345, 69, 1417, 88]
masthead-logo: [707, 65, 788, 90]
